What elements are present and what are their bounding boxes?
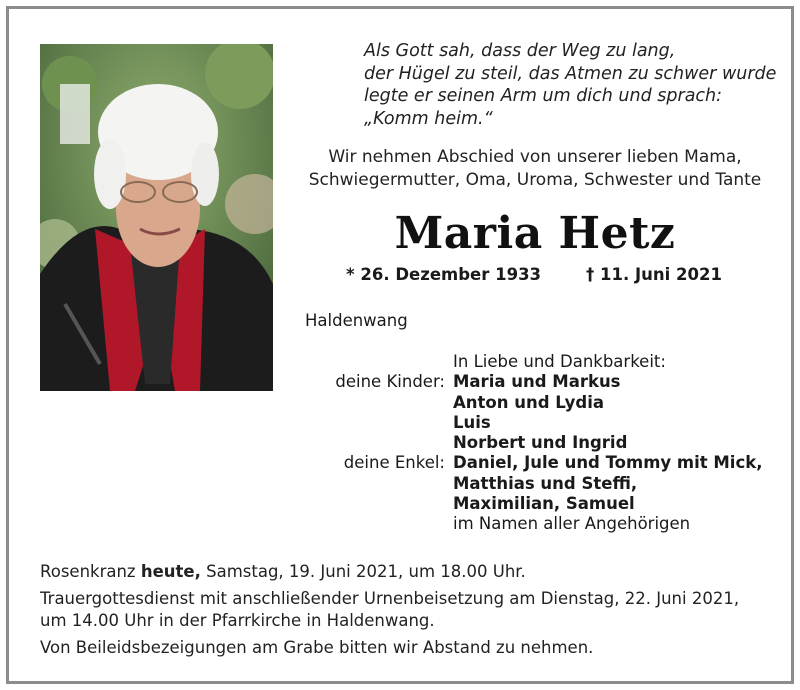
poem-line: der Hügel zu steil, das Atmen zu schwer wurde [364, 63, 777, 84]
gratitude-line: In Liebe und Dankbarkeit: [453, 352, 666, 371]
poem-line: Als Gott sah, dass der Weg zu lang, [364, 41, 676, 61]
grandchild-name: Maximilian, Samuel [453, 494, 635, 514]
poem-line: legte er seinen Arm um dich und sprach: [364, 86, 723, 106]
rosary-prefix: Rosenkranz [40, 562, 141, 581]
closing-line: im Namen aller Angehörigen [453, 514, 691, 534]
child-name: Maria und Markus [453, 372, 621, 392]
death-date: † 11. Juni 2021 [586, 265, 722, 284]
birth-date: * 26. Dezember 1933 [346, 265, 542, 284]
service-details [40, 561, 770, 659]
family-list [453, 352, 783, 535]
grandchild-name: Daniel, Jule und Tommy mit Mick, [453, 453, 763, 473]
intro-line: Wir nehmen Abschied von unserer lieben Mama, [328, 147, 742, 167]
grandchild-name: Matthias und Steffi, [453, 473, 638, 493]
deceased-name: Maria Hetz [394, 208, 676, 259]
rosary-highlight: heute, [140, 562, 201, 581]
rosary-line [40, 561, 770, 584]
poem-line: „Komm heim.“ [364, 108, 493, 129]
place-of-residence: Haldenwang [305, 311, 408, 330]
poem [364, 40, 777, 130]
portrait-photo [40, 44, 273, 391]
child-name: Anton und Lydia [453, 392, 605, 412]
child-name: Norbert und Ingrid [453, 433, 628, 453]
child-name: Luis [453, 412, 491, 432]
funeral-line: Trauergottesdienst mit anschließender Urnenbeisetzung am Dienstag, 22. Juni 2021, [40, 588, 740, 608]
rosary-rest: Samstag, 19. Juni 2021, um 18.00 Uhr. [200, 562, 526, 581]
family-labels [300, 352, 445, 474]
condolence-note: Von Beileidsbezeigungen am Grabe bitten wir Abstand zu nehmen. [40, 637, 594, 657]
grandchildren-label: deine Enkel: [343, 453, 445, 473]
farewell-intro [305, 146, 765, 192]
funeral-line: um 14.00 Uhr in der Pfarrkirche in Haldenwang. [40, 611, 435, 630]
children-label: deine Kinder: [335, 372, 445, 392]
intro-line: Schwiegermutter, Oma, Uroma, Schwester und Tante [308, 170, 762, 190]
